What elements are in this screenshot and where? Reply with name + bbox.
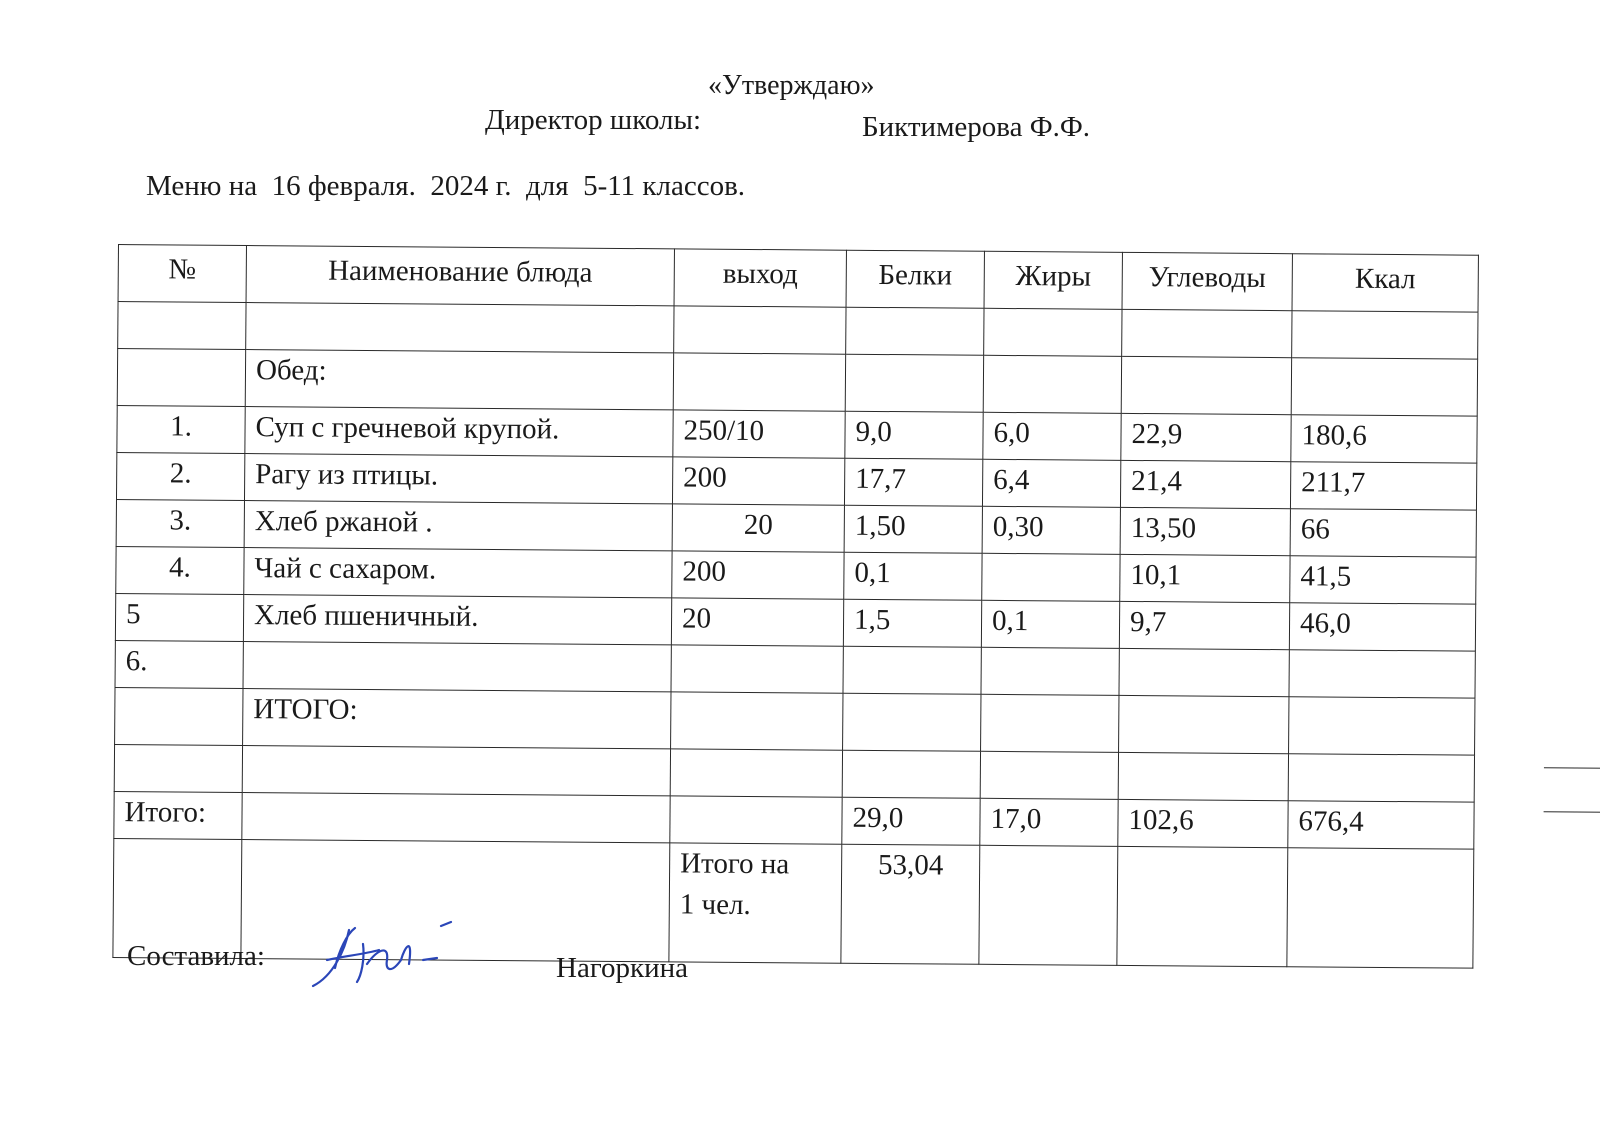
dish-name: Чай с сахаром. (244, 547, 672, 597)
per-person-label-line1: Итого на (680, 847, 790, 881)
row-number: 5 (115, 593, 243, 641)
dish-kcal: 180,6 (1291, 415, 1477, 463)
dish-kcal: 46,0 (1289, 603, 1475, 651)
signature-icon (305, 920, 455, 992)
dish-protein: 0,1 (844, 552, 982, 600)
dish-carbs: 9,7 (1119, 601, 1289, 649)
dish-protein: 9,0 (845, 411, 983, 459)
per-person-label-line2: 1 чел. (679, 888, 751, 921)
per-person-label (669, 843, 842, 963)
dish-yield: 250/10 (673, 410, 845, 458)
header-yield: выход (674, 249, 846, 307)
table-extension-line (1544, 767, 1600, 769)
dish-yield: 200 (672, 457, 844, 505)
dish-kcal (1289, 650, 1475, 698)
table-extension-line (1544, 811, 1600, 813)
header-number: № (118, 245, 246, 303)
table-row-itogo-upper (115, 687, 1475, 755)
dish-carbs (1119, 648, 1289, 696)
row-number: 1. (117, 405, 245, 453)
dish-fat: 6,0 (983, 412, 1121, 460)
menu-table-container (112, 244, 1478, 975)
header-carbs: Углеводы (1122, 252, 1292, 310)
compiled-by-label: Составила: (127, 940, 265, 972)
dish-protein: 1,5 (843, 599, 981, 647)
totals-fat: 17,0 (980, 798, 1118, 846)
row-number: 4. (116, 546, 244, 594)
dish-protein (843, 646, 981, 694)
header-protein: Белки (846, 250, 984, 308)
totals-carbs: 102,6 (1118, 799, 1288, 847)
dish-name (243, 641, 671, 691)
director-label: Директор школы: (485, 104, 701, 136)
dish-carbs: 10,1 (1120, 554, 1290, 602)
dish-yield: 20 (672, 504, 844, 552)
dish-fat (982, 553, 1120, 601)
dish-fat (981, 647, 1119, 695)
dish-name: Суп с гречневой крупой. (245, 407, 673, 457)
approval-title: «Утверждаю» (708, 70, 875, 101)
dish-kcal: 66 (1290, 509, 1476, 557)
per-person-value: 53,04 (841, 844, 980, 964)
compiler-name: Нагоркина (556, 952, 688, 984)
totals-label: Итого: (114, 791, 242, 839)
dish-carbs: 21,4 (1120, 460, 1290, 508)
menu-title: Меню на 16 февраля. 2024 г. для 5-11 классов. (146, 170, 746, 202)
itogo-upper-label: ИТОГО: (243, 688, 671, 748)
dish-yield (671, 645, 843, 693)
dish-yield: 20 (671, 598, 843, 646)
director-name: Биктимерова Ф.Ф. (862, 111, 1091, 143)
dish-protein: 1,50 (844, 505, 982, 553)
header-dish-name: Наименование блюда (246, 246, 674, 306)
totals-kcal: 676,4 (1288, 801, 1474, 849)
dish-carbs: 22,9 (1121, 413, 1291, 461)
header-fat: Жиры (984, 251, 1122, 309)
table-header-row (118, 245, 1478, 313)
row-number: 3. (116, 499, 244, 547)
dish-protein: 17,7 (844, 458, 982, 506)
section-label: Обед: (245, 350, 673, 410)
menu-table (112, 244, 1479, 969)
dish-carbs: 13,50 (1120, 507, 1290, 555)
dish-name: Хлеб ржаной . (244, 501, 672, 551)
dish-name: Хлеб пшеничный. (243, 594, 671, 644)
header-kcal: Ккал (1292, 254, 1478, 312)
dish-kcal: 41,5 (1290, 556, 1476, 604)
dish-yield: 200 (672, 551, 844, 599)
dish-fat: 0,30 (982, 506, 1120, 554)
dish-name: Рагу из птицы. (244, 454, 672, 504)
totals-protein: 29,0 (842, 797, 980, 845)
row-number: 2. (116, 452, 244, 500)
row-number: 6. (115, 640, 243, 688)
table-row-section (117, 349, 1477, 417)
dish-kcal: 211,7 (1290, 462, 1476, 510)
dish-fat: 6,4 (982, 459, 1120, 507)
dish-fat: 0,1 (981, 600, 1119, 648)
